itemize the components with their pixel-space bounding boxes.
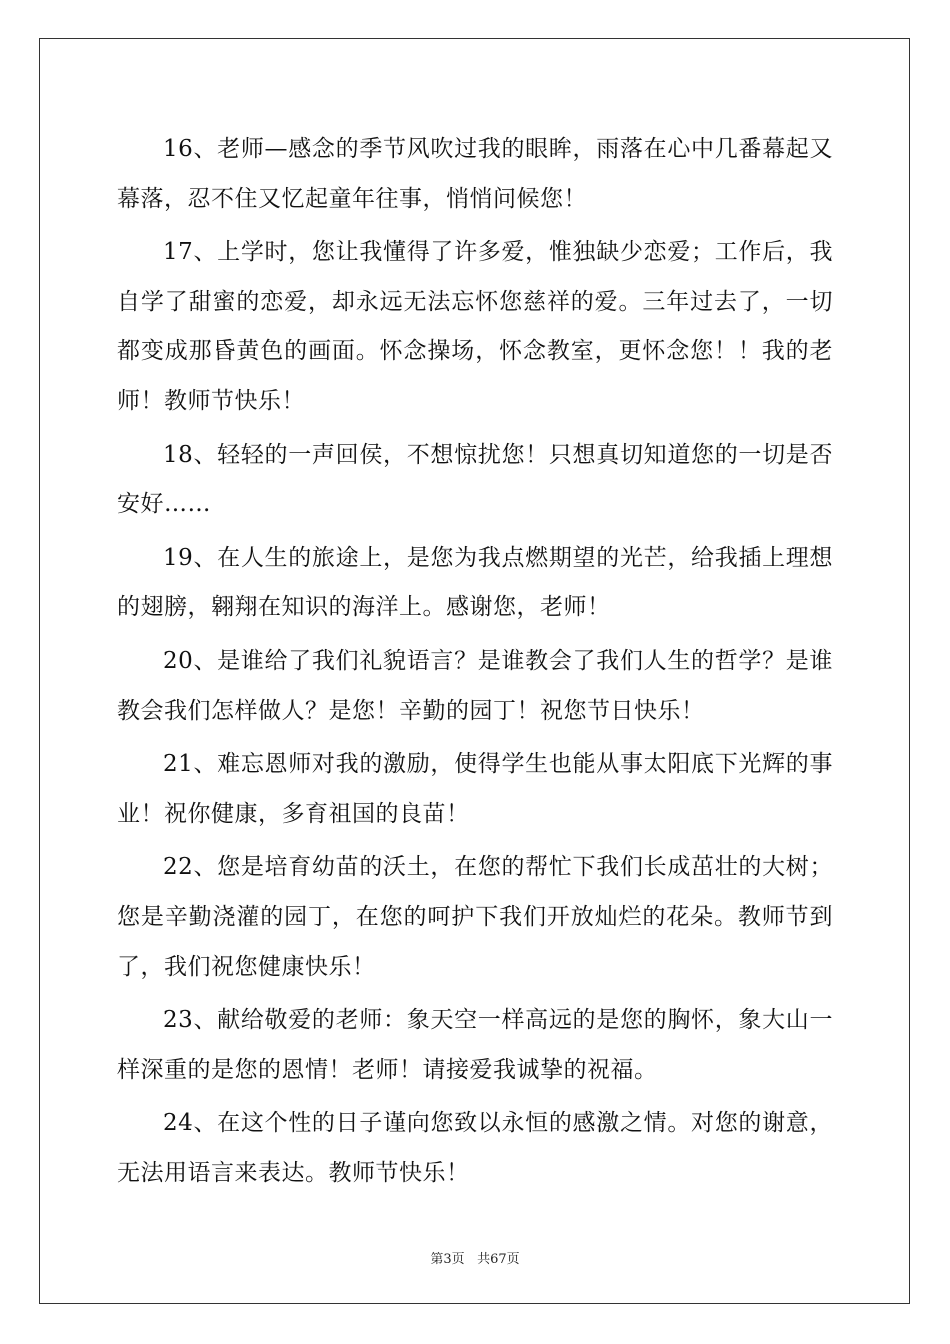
- page-number: 第3页: [430, 1252, 465, 1267]
- paragraph-20: 20、是谁给了我们礼貌语言？是谁教会了我们人生的哲学？是谁教会我们怎样做人？是您！辛勤的园丁！祝您节日快乐！: [117, 647, 833, 724]
- paragraph-16: 16、老师—感念的季节风吹过我的眼眸，雨落在心中几番幕起又幕落，忍不住又忆起童年往事，悄悄问候您！: [117, 136, 833, 212]
- paragraph-19: 19、在人生的旅途上，是您为我点燃期望的光芒，给我插上理想的翅膀，翱翔在知识的海洋上。感谢您，老师！: [117, 544, 833, 621]
- paragraph-17: 17、上学时，您让我懂得了许多爱，惟独缺少恋爱；工作后，我自学了甜蜜的恋爱，却永远无法忘怀您慈祥的爱。三年过去了，一切都变成那昏黄色的画面。怀念操场，怀念教室，更怀念您！！我的老师！教师节快乐！: [117, 239, 833, 414]
- paragraph-23: 23、献给敬爱的老师：象天空一样高远的是您的胸怀，象大山一样深重的是您的恩情！老师！请接爱我诚挚的祝福。: [117, 1007, 833, 1083]
- paragraph-18: 18、轻轻的一声回侯，不想惊扰您！只想真切知道您的一切是否安好……: [117, 441, 833, 518]
- document-body: [117, 125, 833, 1202]
- page-total: 共67页: [477, 1252, 520, 1267]
- paragraph-24: 24、在这个性的日子谨向您致以永恒的感激之情。对您的谢意，无法用语言来表达。教师节快乐！: [117, 1110, 833, 1186]
- paragraph-21: 21、难忘恩师对我的激励，使得学生也能从事太阳底下光辉的事业！祝你健康，多育祖国的良苗！: [117, 751, 833, 827]
- page-footer: [0, 1248, 950, 1267]
- paragraph-22: 22、您是培育幼苗的沃土，在您的帮忙下我们长成茁壮的大树；您是辛勤浇灌的园丁，在您的呵护下我们开放灿烂的花朵。教师节到了，我们祝您健康快乐！: [117, 854, 833, 980]
